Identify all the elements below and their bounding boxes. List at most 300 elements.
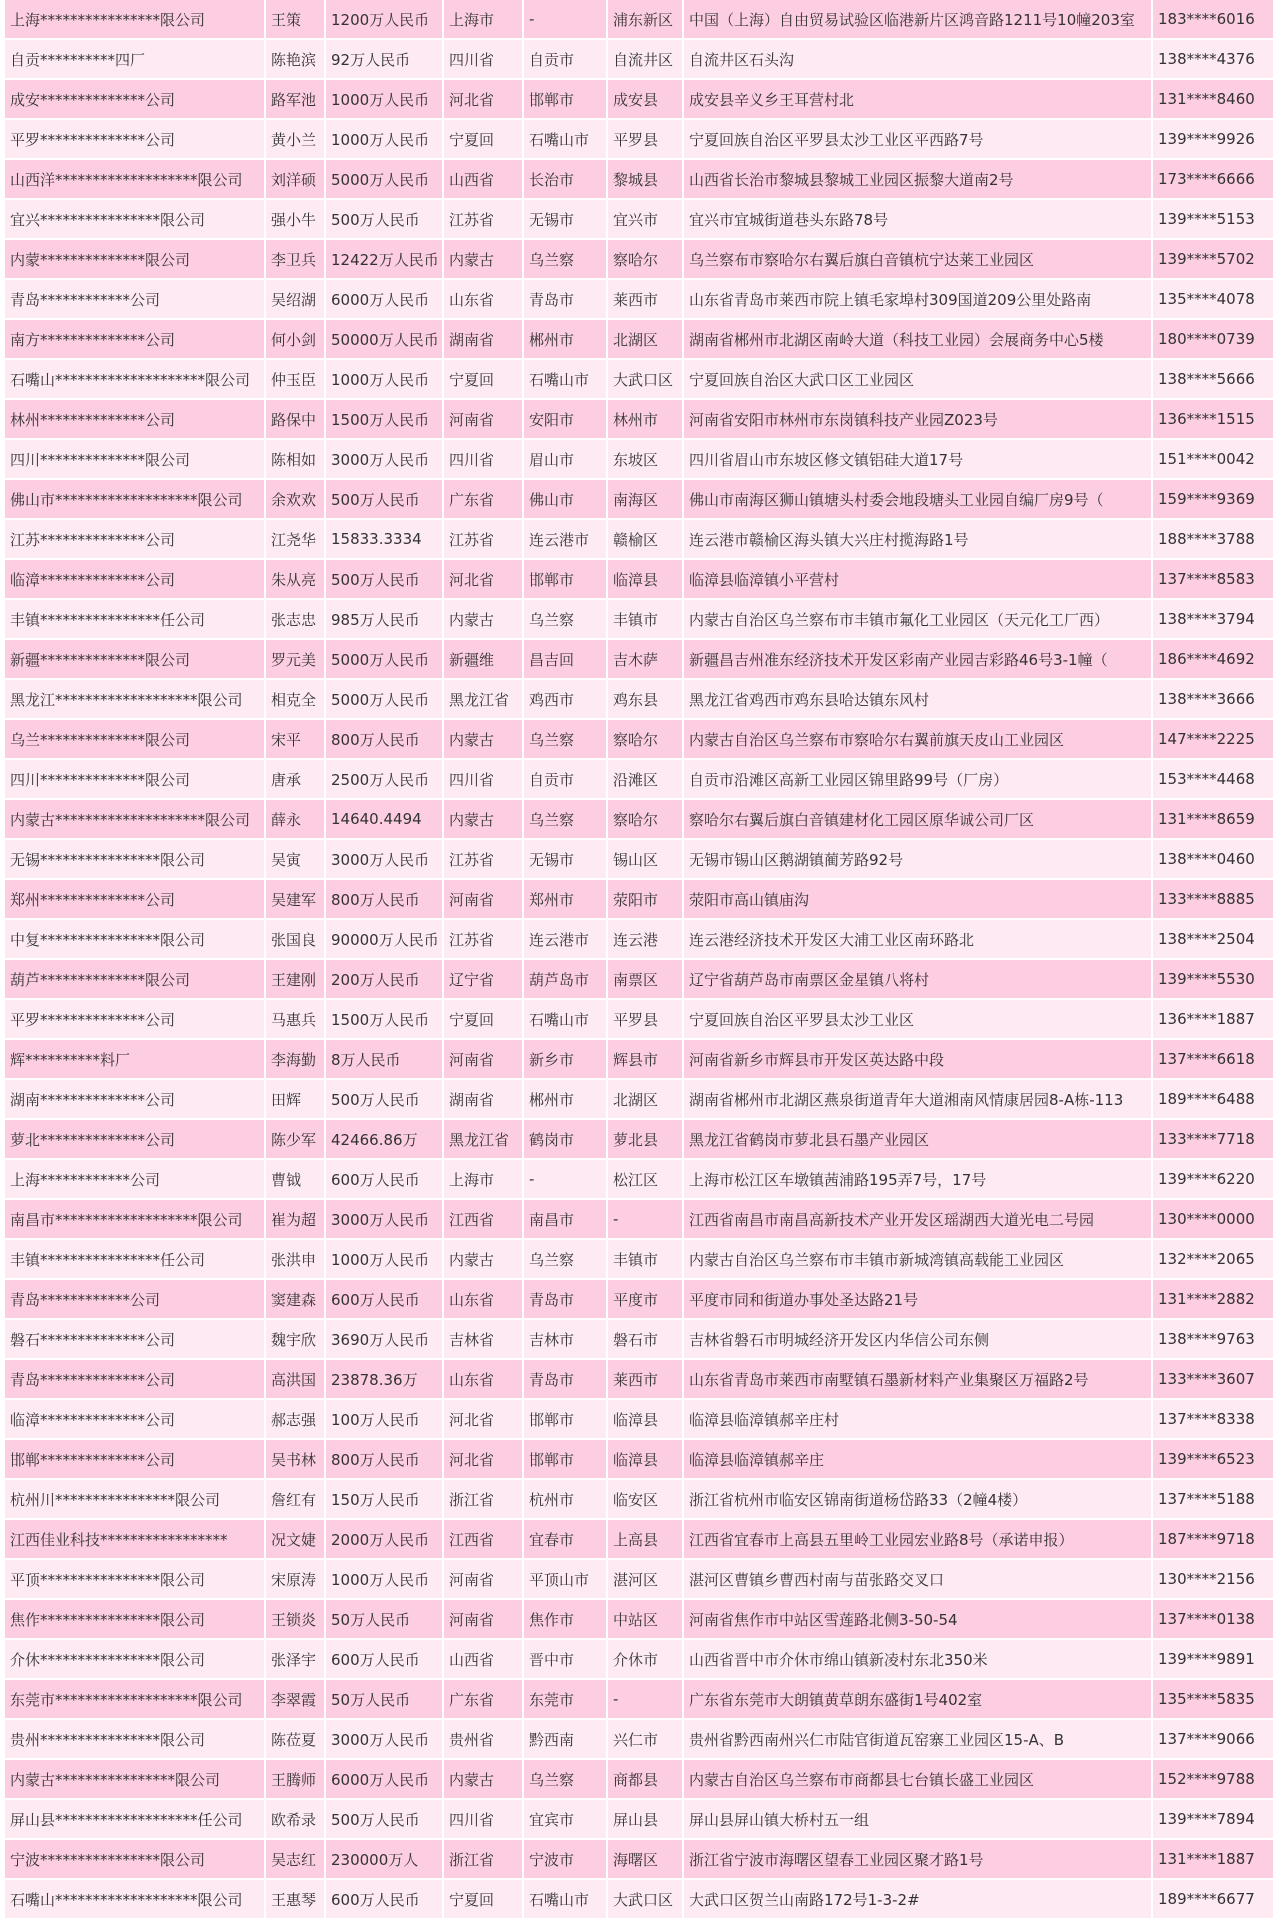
district-cell: 北湖区 xyxy=(608,1080,684,1120)
registered-capital-cell: 600万人民币 xyxy=(326,1880,444,1920)
phone-cell: 139****5530 xyxy=(1153,960,1275,1000)
company-name-cell: 中复****************限公司 xyxy=(5,920,266,960)
province-cell: 贵州省 xyxy=(444,1720,524,1760)
company-name-cell: 郑州**************公司 xyxy=(5,880,266,920)
table-row xyxy=(5,1760,1275,1800)
city-cell: 青岛市 xyxy=(524,1360,608,1400)
city-cell: 吉林市 xyxy=(524,1320,608,1360)
district-cell: 商都县 xyxy=(608,1760,684,1800)
company-name-cell: 内蒙古****************限公司 xyxy=(5,1760,266,1800)
registered-capital-cell: 3000万人民币 xyxy=(326,840,444,880)
phone-cell: 130****0000 xyxy=(1153,1200,1275,1240)
table-row xyxy=(5,600,1275,640)
registered-capital-cell: 1000万人民币 xyxy=(326,120,444,160)
province-cell: 湖南省 xyxy=(444,1080,524,1120)
address-cell: 吉林省磐石市明城经济开发区内华信公司东侧 xyxy=(684,1320,1153,1360)
contact-name-cell: 詹红有 xyxy=(266,1480,326,1520)
registered-capital-cell: 12422万人民币 xyxy=(326,240,444,280)
city-cell: 石嘴山市 xyxy=(524,1000,608,1040)
registered-capital-cell: 50万人民币 xyxy=(326,1600,444,1640)
table-row xyxy=(5,840,1275,880)
city-cell: 乌兰察 xyxy=(524,600,608,640)
phone-cell: 189****6488 xyxy=(1153,1080,1275,1120)
district-cell: 海曙区 xyxy=(608,1840,684,1880)
district-cell: 林州市 xyxy=(608,400,684,440)
phone-cell: 183****6016 xyxy=(1153,0,1275,40)
contact-name-cell: 李海勤 xyxy=(266,1040,326,1080)
address-cell: 自流井区石头沟 xyxy=(684,40,1153,80)
table-row xyxy=(5,400,1275,440)
province-cell: 广东省 xyxy=(444,1680,524,1720)
address-cell: 辽宁省葫芦岛市南票区金星镇八将村 xyxy=(684,960,1153,1000)
contact-name-cell: 何小剑 xyxy=(266,320,326,360)
registered-capital-cell: 5000万人民币 xyxy=(326,640,444,680)
address-cell: 荥阳市高山镇庙沟 xyxy=(684,880,1153,920)
company-name-cell: 屏山县*******************任公司 xyxy=(5,1800,266,1840)
province-cell: 宁夏回 xyxy=(444,1000,524,1040)
province-cell: 山东省 xyxy=(444,1280,524,1320)
address-cell: 察哈尔右翼后旗白音镇建材化工园区原华诚公司厂区 xyxy=(684,800,1153,840)
contact-name-cell: 马惠兵 xyxy=(266,1000,326,1040)
city-cell: 连云港市 xyxy=(524,920,608,960)
address-cell: 河南省安阳市林州市东岗镇科技产业园Z023号 xyxy=(684,400,1153,440)
registered-capital-cell: 500万人民币 xyxy=(326,200,444,240)
phone-cell: 138****3794 xyxy=(1153,600,1275,640)
province-cell: 内蒙古 xyxy=(444,240,524,280)
district-cell: 宜兴市 xyxy=(608,200,684,240)
table-row xyxy=(5,1400,1275,1440)
province-cell: 宁夏回 xyxy=(444,360,524,400)
phone-cell: 138****5666 xyxy=(1153,360,1275,400)
registered-capital-cell: 600万人民币 xyxy=(326,1160,444,1200)
phone-cell: 139****9891 xyxy=(1153,1640,1275,1680)
city-cell: 宁波市 xyxy=(524,1840,608,1880)
registered-capital-cell: 500万人民币 xyxy=(326,480,444,520)
phone-cell: 139****6523 xyxy=(1153,1440,1275,1480)
phone-cell: 139****6220 xyxy=(1153,1160,1275,1200)
city-cell: 佛山市 xyxy=(524,480,608,520)
city-cell: 自贡市 xyxy=(524,760,608,800)
company-name-cell: 贵州****************限公司 xyxy=(5,1720,266,1760)
phone-cell: 135****5835 xyxy=(1153,1680,1275,1720)
registered-capital-cell: 150万人民币 xyxy=(326,1480,444,1520)
table-row xyxy=(5,1520,1275,1560)
table-row xyxy=(5,200,1275,240)
address-cell: 山东省青岛市莱西市南墅镇石墨新材料产业集聚区万福路2号 xyxy=(684,1360,1153,1400)
phone-cell: 138****9763 xyxy=(1153,1320,1275,1360)
district-cell: 萝北县 xyxy=(608,1120,684,1160)
province-cell: 宁夏回 xyxy=(444,1880,524,1920)
table-row xyxy=(5,760,1275,800)
table-row xyxy=(5,560,1275,600)
phone-cell: 133****3607 xyxy=(1153,1360,1275,1400)
registered-capital-cell: 1000万人民币 xyxy=(326,80,444,120)
phone-cell: 138****0460 xyxy=(1153,840,1275,880)
company-name-cell: 宁波****************限公司 xyxy=(5,1840,266,1880)
company-name-cell: 磐石**************公司 xyxy=(5,1320,266,1360)
table-row xyxy=(5,360,1275,400)
company-name-cell: 四川**************限公司 xyxy=(5,440,266,480)
district-cell: 磐石市 xyxy=(608,1320,684,1360)
table-row xyxy=(5,680,1275,720)
district-cell: 东坡区 xyxy=(608,440,684,480)
table-row xyxy=(5,880,1275,920)
contact-name-cell: 李卫兵 xyxy=(266,240,326,280)
registered-capital-cell: 200万人民币 xyxy=(326,960,444,1000)
table-row xyxy=(5,920,1275,960)
table-row xyxy=(5,0,1275,40)
company-name-cell: 山西洋*******************限公司 xyxy=(5,160,266,200)
contact-name-cell: 陈艳滨 xyxy=(266,40,326,80)
city-cell: 石嘴山市 xyxy=(524,1880,608,1920)
contact-name-cell: 吴绍湖 xyxy=(266,280,326,320)
contact-name-cell: 窦建森 xyxy=(266,1280,326,1320)
table-row xyxy=(5,480,1275,520)
province-cell: 黑龙江省 xyxy=(444,680,524,720)
city-cell: 青岛市 xyxy=(524,1280,608,1320)
contact-name-cell: 吴志红 xyxy=(266,1840,326,1880)
province-cell: 广东省 xyxy=(444,480,524,520)
company-name-cell: 平顶****************限公司 xyxy=(5,1560,266,1600)
registered-capital-cell: 985万人民币 xyxy=(326,600,444,640)
city-cell: 眉山市 xyxy=(524,440,608,480)
company-name-cell: 平罗**************公司 xyxy=(5,1000,266,1040)
contact-name-cell: 薛永 xyxy=(266,800,326,840)
province-cell: 河北省 xyxy=(444,80,524,120)
registered-capital-cell: 800万人民币 xyxy=(326,1440,444,1480)
city-cell: 平顶山市 xyxy=(524,1560,608,1600)
company-name-cell: 平罗**************公司 xyxy=(5,120,266,160)
contact-name-cell: 朱从亮 xyxy=(266,560,326,600)
address-cell: 江西省宜春市上高县五里岭工业园宏业路8号（承诺申报） xyxy=(684,1520,1153,1560)
province-cell: 山东省 xyxy=(444,280,524,320)
registered-capital-cell: 500万人民币 xyxy=(326,1800,444,1840)
company-name-cell: 南方**************公司 xyxy=(5,320,266,360)
company-name-cell: 宜兴****************限公司 xyxy=(5,200,266,240)
company-name-cell: 青岛************公司 xyxy=(5,1280,266,1320)
contact-name-cell: 曹钺 xyxy=(266,1160,326,1200)
province-cell: 四川省 xyxy=(444,40,524,80)
phone-cell: 147****2225 xyxy=(1153,720,1275,760)
registered-capital-cell: 500万人民币 xyxy=(326,560,444,600)
table-row xyxy=(5,1120,1275,1160)
table-row xyxy=(5,1880,1275,1920)
city-cell: 杭州市 xyxy=(524,1480,608,1520)
province-cell: 山东省 xyxy=(444,1360,524,1400)
province-cell: 辽宁省 xyxy=(444,960,524,1000)
district-cell: 大武口区 xyxy=(608,360,684,400)
district-cell: 松江区 xyxy=(608,1160,684,1200)
table-row xyxy=(5,1320,1275,1360)
address-cell: 四川省眉山市东坡区修文镇铝硅大道17号 xyxy=(684,440,1153,480)
address-cell: 浙江省宁波市海曙区望春工业园区聚才路1号 xyxy=(684,1840,1153,1880)
city-cell: 乌兰察 xyxy=(524,800,608,840)
phone-cell: 159****9369 xyxy=(1153,480,1275,520)
contact-name-cell: 路军池 xyxy=(266,80,326,120)
city-cell: 黔西南 xyxy=(524,1720,608,1760)
address-cell: 湖南省郴州市北湖区南岭大道（科技工业园）会展商务中心5楼 xyxy=(684,320,1153,360)
district-cell: 察哈尔 xyxy=(608,720,684,760)
registered-capital-cell: 15833.3334 xyxy=(326,520,444,560)
phone-cell: 133****8885 xyxy=(1153,880,1275,920)
phone-cell: 139****7894 xyxy=(1153,1800,1275,1840)
phone-cell: 139****5153 xyxy=(1153,200,1275,240)
province-cell: 内蒙古 xyxy=(444,1240,524,1280)
company-name-cell: 介休****************限公司 xyxy=(5,1640,266,1680)
registered-capital-cell: 1000万人民币 xyxy=(326,360,444,400)
district-cell: 介休市 xyxy=(608,1640,684,1680)
table-row xyxy=(5,640,1275,680)
phone-cell: 131****8460 xyxy=(1153,80,1275,120)
contact-name-cell: 吴寅 xyxy=(266,840,326,880)
city-cell: - xyxy=(524,0,608,40)
province-cell: 河南省 xyxy=(444,400,524,440)
phone-cell: 137****9066 xyxy=(1153,1720,1275,1760)
district-cell: 中站区 xyxy=(608,1600,684,1640)
table-row xyxy=(5,1800,1275,1840)
contact-name-cell: 黄小兰 xyxy=(266,120,326,160)
district-cell: 黎城县 xyxy=(608,160,684,200)
address-cell: 内蒙古自治区乌兰察布市察哈尔右翼前旗天皮山工业园区 xyxy=(684,720,1153,760)
address-cell: 内蒙古自治区乌兰察布市丰镇市新城湾镇高载能工业园区 xyxy=(684,1240,1153,1280)
company-name-cell: 萝北**************公司 xyxy=(5,1120,266,1160)
district-cell: 临漳县 xyxy=(608,1440,684,1480)
registered-capital-cell: 800万人民币 xyxy=(326,880,444,920)
address-cell: 自贡市沿滩区高新工业园区锦里路99号（厂房） xyxy=(684,760,1153,800)
address-cell: 山东省青岛市莱西市院上镇毛家埠村309国道209公里处路南 xyxy=(684,280,1153,320)
company-name-cell: 青岛**************公司 xyxy=(5,1360,266,1400)
phone-cell: 133****7718 xyxy=(1153,1120,1275,1160)
address-cell: 成安县辛义乡王耳营村北 xyxy=(684,80,1153,120)
phone-cell: 173****6666 xyxy=(1153,160,1275,200)
table-row xyxy=(5,1720,1275,1760)
registered-capital-cell: 50万人民币 xyxy=(326,1680,444,1720)
contact-name-cell: 宋平 xyxy=(266,720,326,760)
address-cell: 山西省晋中市介休市绵山镇新凌村东北350米 xyxy=(684,1640,1153,1680)
registered-capital-cell: 42466.86万 xyxy=(326,1120,444,1160)
city-cell: 安阳市 xyxy=(524,400,608,440)
city-cell: - xyxy=(524,1160,608,1200)
address-cell: 广东省东莞市大朗镇黄草朗东盛街1号402室 xyxy=(684,1680,1153,1720)
district-cell: 临安区 xyxy=(608,1480,684,1520)
phone-cell: 137****6618 xyxy=(1153,1040,1275,1080)
province-cell: 江苏省 xyxy=(444,920,524,960)
address-cell: 黑龙江省鹤岗市萝北县石墨产业园区 xyxy=(684,1120,1153,1160)
company-name-cell: 辉**********料厂 xyxy=(5,1040,266,1080)
contact-name-cell: 张志忠 xyxy=(266,600,326,640)
contact-name-cell: 陈少军 xyxy=(266,1120,326,1160)
address-cell: 内蒙古自治区乌兰察布市商都县七台镇长盛工业园区 xyxy=(684,1760,1153,1800)
table-row xyxy=(5,1840,1275,1880)
province-cell: 四川省 xyxy=(444,440,524,480)
city-cell: 东莞市 xyxy=(524,1680,608,1720)
registered-capital-cell: 1200万人民币 xyxy=(326,0,444,40)
address-cell: 宁夏回族自治区平罗县太沙工业区平西路7号 xyxy=(684,120,1153,160)
company-name-cell: 江西佳业科技***************** xyxy=(5,1520,266,1560)
district-cell: 连云港 xyxy=(608,920,684,960)
phone-cell: 136****1515 xyxy=(1153,400,1275,440)
city-cell: 长治市 xyxy=(524,160,608,200)
company-name-cell: 石嘴山*******************限公司 xyxy=(5,1880,266,1920)
company-name-cell: 黑龙江*******************限公司 xyxy=(5,680,266,720)
city-cell: 鹤岗市 xyxy=(524,1120,608,1160)
phone-cell: 138****3666 xyxy=(1153,680,1275,720)
phone-cell: 187****9718 xyxy=(1153,1520,1275,1560)
contact-name-cell: 江尧华 xyxy=(266,520,326,560)
contact-name-cell: 魏宇欣 xyxy=(266,1320,326,1360)
company-name-cell: 青岛************公司 xyxy=(5,280,266,320)
registered-capital-cell: 500万人民币 xyxy=(326,1080,444,1120)
phone-cell: 130****2156 xyxy=(1153,1560,1275,1600)
phone-cell: 132****2065 xyxy=(1153,1240,1275,1280)
city-cell: 邯郸市 xyxy=(524,80,608,120)
phone-cell: 152****9788 xyxy=(1153,1760,1275,1800)
table-row xyxy=(5,1440,1275,1480)
district-cell: 北湖区 xyxy=(608,320,684,360)
address-cell: 河南省焦作市中站区雪莲路北侧3-50-54 xyxy=(684,1600,1153,1640)
district-cell: 兴仁市 xyxy=(608,1720,684,1760)
phone-cell: 189****6677 xyxy=(1153,1880,1275,1920)
address-cell: 宁夏回族自治区平罗县太沙工业区 xyxy=(684,1000,1153,1040)
district-cell: 大武口区 xyxy=(608,1880,684,1920)
phone-cell: 153****4468 xyxy=(1153,760,1275,800)
contact-name-cell: 崔为超 xyxy=(266,1200,326,1240)
contact-name-cell: 张泽宇 xyxy=(266,1640,326,1680)
province-cell: 河北省 xyxy=(444,1440,524,1480)
city-cell: 晋中市 xyxy=(524,1640,608,1680)
province-cell: 黑龙江省 xyxy=(444,1120,524,1160)
province-cell: 河南省 xyxy=(444,1560,524,1600)
phone-cell: 137****5188 xyxy=(1153,1480,1275,1520)
address-cell: 屏山县屏山镇大桥村五一组 xyxy=(684,1800,1153,1840)
contact-name-cell: 李翠霞 xyxy=(266,1680,326,1720)
table-row xyxy=(5,280,1275,320)
registered-capital-cell: 1000万人民币 xyxy=(326,1560,444,1600)
phone-cell: 137****8338 xyxy=(1153,1400,1275,1440)
province-cell: 内蒙古 xyxy=(444,800,524,840)
table-row xyxy=(5,1240,1275,1280)
phone-cell: 136****1887 xyxy=(1153,1000,1275,1040)
company-name-cell: 内蒙**************限公司 xyxy=(5,240,266,280)
table-row xyxy=(5,1160,1275,1200)
contact-name-cell: 宋原涛 xyxy=(266,1560,326,1600)
province-cell: 浙江省 xyxy=(444,1840,524,1880)
contact-name-cell: 田辉 xyxy=(266,1080,326,1120)
province-cell: 内蒙古 xyxy=(444,600,524,640)
contact-name-cell: 王惠琴 xyxy=(266,1880,326,1920)
city-cell: 石嘴山市 xyxy=(524,360,608,400)
company-name-cell: 上海****************限公司 xyxy=(5,0,266,40)
district-cell: 浦东新区 xyxy=(608,0,684,40)
company-name-cell: 东莞市*******************限公司 xyxy=(5,1680,266,1720)
registered-capital-cell: 90000万人民币 xyxy=(326,920,444,960)
province-cell: 江西省 xyxy=(444,1520,524,1560)
province-cell: 河南省 xyxy=(444,1040,524,1080)
registered-capital-cell: 5000万人民币 xyxy=(326,160,444,200)
phone-cell: 186****4692 xyxy=(1153,640,1275,680)
company-name-cell: 新疆**************限公司 xyxy=(5,640,266,680)
district-cell: 鸡东县 xyxy=(608,680,684,720)
district-cell: 察哈尔 xyxy=(608,240,684,280)
district-cell: 屏山县 xyxy=(608,1800,684,1840)
table-row xyxy=(5,1600,1275,1640)
registered-capital-cell: 2500万人民币 xyxy=(326,760,444,800)
company-name-cell: 自贡**********四厂 xyxy=(5,40,266,80)
province-cell: 江苏省 xyxy=(444,840,524,880)
company-name-cell: 成安**************公司 xyxy=(5,80,266,120)
district-cell: 湛河区 xyxy=(608,1560,684,1600)
company-name-cell: 邯郸**************公司 xyxy=(5,1440,266,1480)
registered-capital-cell: 2000万人民币 xyxy=(326,1520,444,1560)
table-row xyxy=(5,520,1275,560)
company-name-cell: 石嘴山********************限公司 xyxy=(5,360,266,400)
table-row xyxy=(5,40,1275,80)
district-cell: 吉木萨 xyxy=(608,640,684,680)
registered-capital-cell: 230000万人 xyxy=(326,1840,444,1880)
address-cell: 平度市同和街道办事处圣达路21号 xyxy=(684,1280,1153,1320)
contact-name-cell: 吴书林 xyxy=(266,1440,326,1480)
district-cell: 察哈尔 xyxy=(608,800,684,840)
city-cell: 邯郸市 xyxy=(524,1400,608,1440)
contact-name-cell: 况文婕 xyxy=(266,1520,326,1560)
city-cell: 连云港市 xyxy=(524,520,608,560)
address-cell: 湛河区曹镇乡曹西村南与苗张路交叉口 xyxy=(684,1560,1153,1600)
address-cell: 连云港市赣榆区海头镇大兴庄村揽海路1号 xyxy=(684,520,1153,560)
city-cell: 焦作市 xyxy=(524,1600,608,1640)
table-row xyxy=(5,1080,1275,1120)
company-name-cell: 四川**************限公司 xyxy=(5,760,266,800)
company-name-cell: 林州**************公司 xyxy=(5,400,266,440)
contact-name-cell: 王腾师 xyxy=(266,1760,326,1800)
table-row xyxy=(5,1040,1275,1080)
table-row xyxy=(5,240,1275,280)
registered-capital-cell: 3000万人民币 xyxy=(326,1720,444,1760)
table-row xyxy=(5,800,1275,840)
phone-cell: 131****1887 xyxy=(1153,1840,1275,1880)
company-name-cell: 内蒙古********************限公司 xyxy=(5,800,266,840)
table-row xyxy=(5,1000,1275,1040)
district-cell: 莱西市 xyxy=(608,1360,684,1400)
table-row xyxy=(5,1680,1275,1720)
registered-capital-cell: 600万人民币 xyxy=(326,1280,444,1320)
address-cell: 中国（上海）自由贸易试验区临港新片区鸿音路1211号10幢203室 xyxy=(684,0,1153,40)
district-cell: 荥阳市 xyxy=(608,880,684,920)
contact-name-cell: 仲玉臣 xyxy=(266,360,326,400)
district-cell: 丰镇市 xyxy=(608,1240,684,1280)
address-cell: 黑龙江省鸡西市鸡东县哈达镇东风村 xyxy=(684,680,1153,720)
district-cell: 丰镇市 xyxy=(608,600,684,640)
registered-capital-cell: 3000万人民币 xyxy=(326,1200,444,1240)
phone-cell: 180****0739 xyxy=(1153,320,1275,360)
city-cell: 宜宾市 xyxy=(524,1800,608,1840)
district-cell: 临漳县 xyxy=(608,560,684,600)
company-name-cell: 葫芦**************限公司 xyxy=(5,960,266,1000)
phone-cell: 138****4376 xyxy=(1153,40,1275,80)
province-cell: 山西省 xyxy=(444,160,524,200)
province-cell: 河北省 xyxy=(444,560,524,600)
city-cell: 青岛市 xyxy=(524,280,608,320)
contact-name-cell: 王建刚 xyxy=(266,960,326,1000)
phone-cell: 151****0042 xyxy=(1153,440,1275,480)
district-cell: - xyxy=(608,1200,684,1240)
company-name-cell: 焦作****************限公司 xyxy=(5,1600,266,1640)
district-cell: 辉县市 xyxy=(608,1040,684,1080)
registered-capital-cell: 1500万人民币 xyxy=(326,400,444,440)
address-cell: 临漳县临漳镇郝辛庄村 xyxy=(684,1400,1153,1440)
registered-capital-cell: 1500万人民币 xyxy=(326,1000,444,1040)
registered-capital-cell: 23878.36万 xyxy=(326,1360,444,1400)
contact-name-cell: 罗元美 xyxy=(266,640,326,680)
